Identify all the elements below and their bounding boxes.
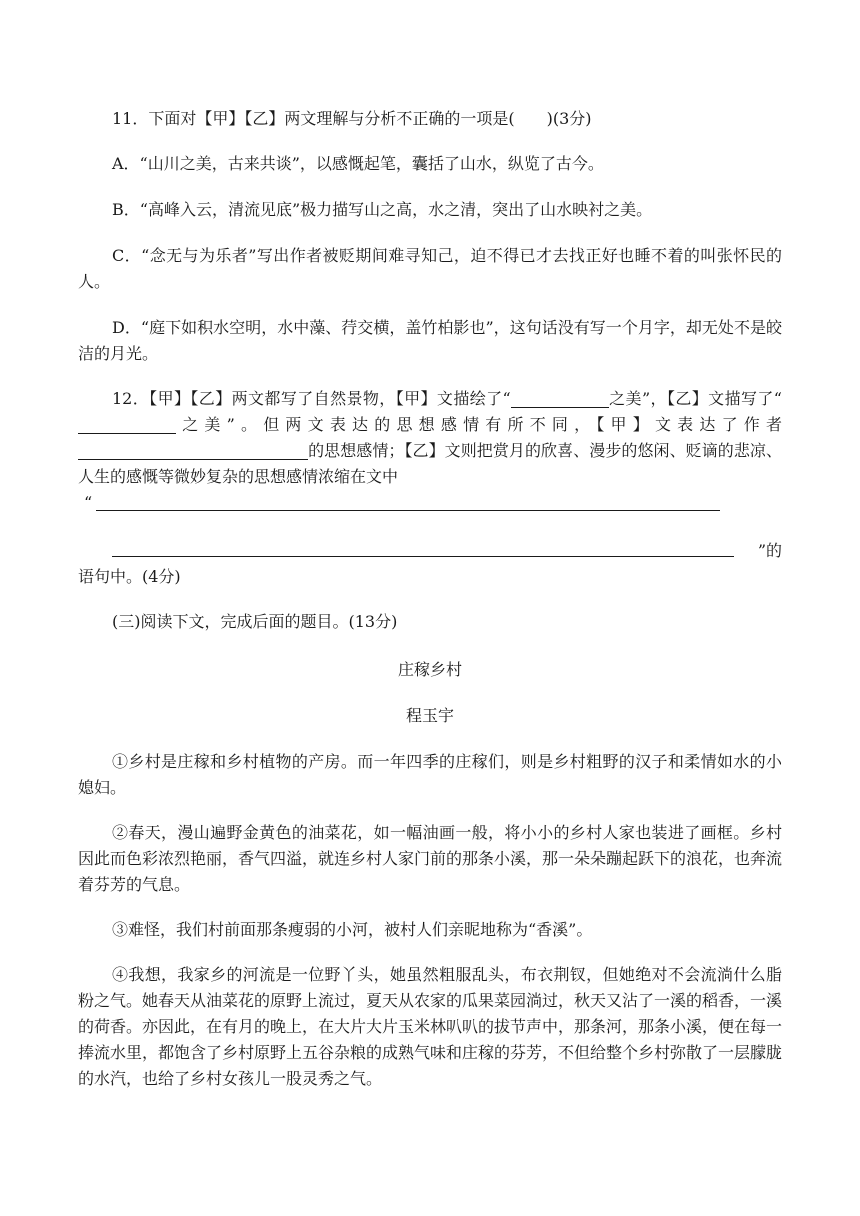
article-paragraph-3: ③难怪，我们村前面那条瘦弱的小河，被村人们亲昵地称为“香溪”。 [112,920,593,939]
question-11-option-d: D．“庭下如积水空明，水中藻、荇交横，盖竹柏影也”，这句话没有写一个月字，却无处不是皎洁的月光。 [78,318,782,363]
open-quote-mark: “ [84,493,93,512]
question-11-option-c: C．“念无与为乐者”写出作者被贬期间难寻知己，迫不得已才去找正好也睡不着的叫张怀民的人。 [78,246,782,291]
question-11-stem: 11．下面对【甲】【乙】两文理解与分析不正确的一项是( )(3分) [112,109,592,128]
answer-blank-1[interactable] [511,389,609,408]
article-paragraph-2: ②春天，漫山遍野金黄色的油菜花，如一幅油画一般，将小小的乡村人家也装进了画框。乡村因此而色彩浓烈艳丽，香气四溢，就连乡村人家门前的那条小溪，那一朵朵蹦起跃下的浪花，也奔流着芬芳的气息。 [78,823,783,894]
section-3-intro: (三)阅读下文，完成后面的题目。(13分) [112,612,398,631]
answer-blank-2[interactable] [78,415,176,434]
question-12-part-2: 之美”，【乙】文描写了“ [608,389,782,408]
article-title: 庄稼乡村 [397,660,462,679]
question-12-part-1: 12．【甲】【乙】两文都写了自然景物，【甲】文描绘了“ [112,389,511,408]
article-paragraph-1: ①乡村是庄稼和乡村植物的产房。而一年四季的庄稼们，则是乡村粗野的汉子和柔情如水的小媳妇。 [78,752,782,797]
question-12-paragraph [78,386,782,490]
question-11-option-b: B．“高峰入云，清流见底”极力描写山之高，水之清，突出了山水映衬之美。 [112,200,653,219]
answer-line-second [112,538,782,564]
answer-line-quote [84,490,724,516]
close-quote-text: ”的 [757,541,782,560]
question-12-part-3: 之美”。但两文表达的思想感情有所不同，【甲】文表达了作者 [176,415,782,434]
article-paragraph-4: ④我想，我家乡的河流是一位野丫头，她虽然粗服乱头，布衣荆钗，但她绝对不会流淌什么脂粉之气。她春天从油菜花的原野上流过，夏天从农家的瓜果菜园淌过，秋天又沾了一溪的稻香，一溪的荷香。亦因此，在有月的晚上，在大片大片玉米林叭叭的拔节声中，那条河，那条小溪，便在每一捧流水里，都饱含了乡村原野上五谷杂粮的成熟气味和庄稼的芬芳，不但给整个乡村弥散了一层朦胧的水汽，也给了乡村女孩儿一股灵秀之气。 [78,965,783,1088]
answer-blank-4[interactable] [96,510,720,511]
question-12-part-4: 的思想感情；【乙】文则把赏月的欣喜、漫步的悠闲、贬谪的悲凉、人生的感慨等微妙复杂的思想感情浓缩在文中 [78,441,782,486]
answer-blank-3[interactable] [78,441,308,460]
article-author: 程玉宇 [405,706,454,725]
answer-blank-5[interactable] [112,556,734,557]
question-12-tail: 语句中。(4分) [78,567,181,586]
question-11-option-a: A．“山川之美，古来共谈”，以感慨起笔，囊括了山水，纵览了古今。 [112,154,604,173]
